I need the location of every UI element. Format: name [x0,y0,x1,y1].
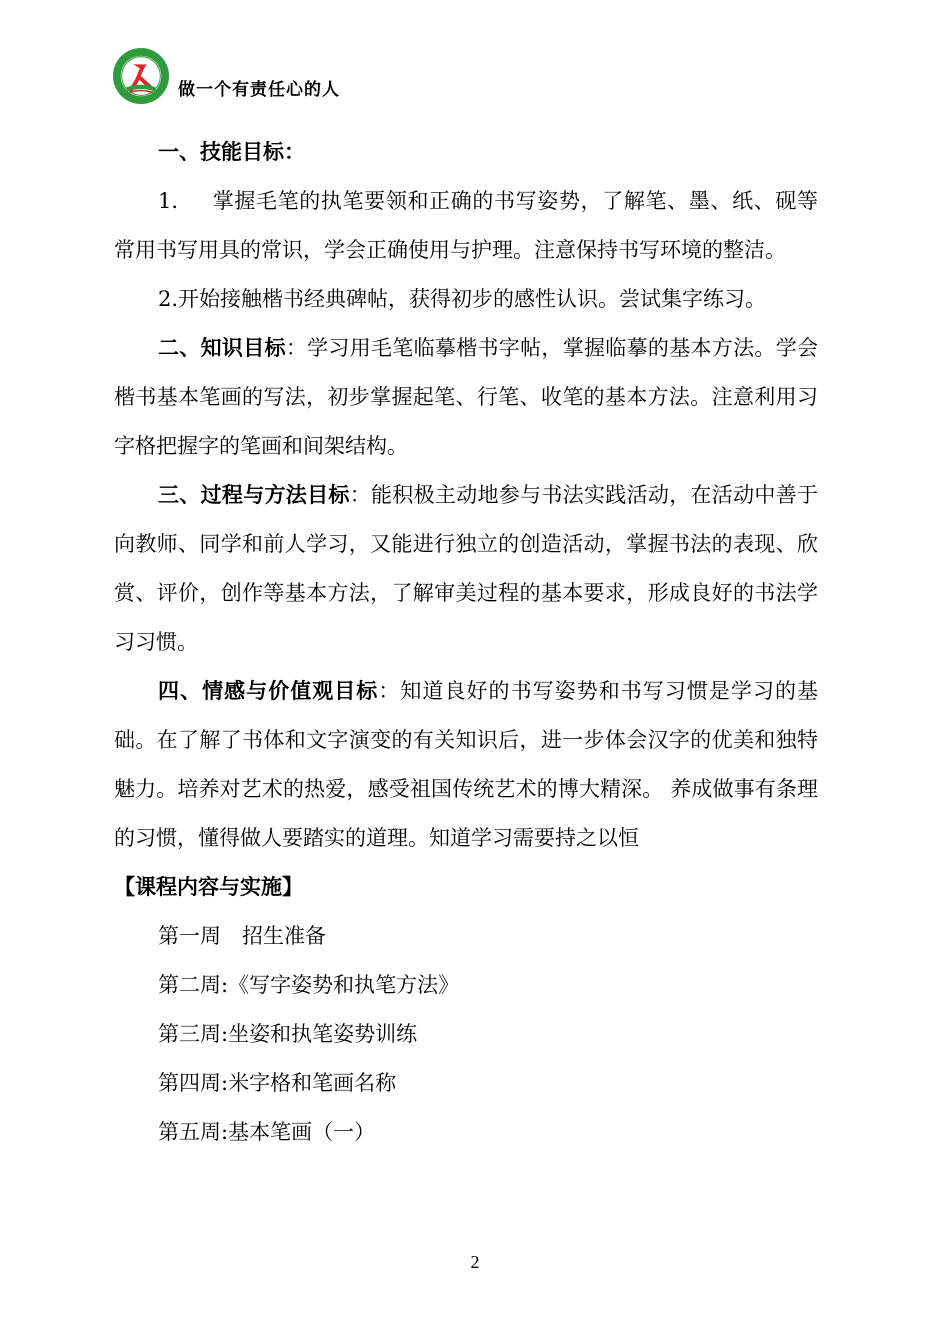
header-motto: 做一个有责任心的人 [178,79,340,100]
knowledge-paragraph [114,324,818,471]
course-heading: 【课程内容与实施】 [114,875,303,899]
week-item: 第一周 招生准备 [158,924,326,948]
emotion-paragraph [114,667,818,863]
page-header [112,46,340,106]
page-number: 2 [470,1252,480,1272]
week-item: 第三周:坐姿和执笔姿势训练 [158,1022,418,1046]
emotion-text: ：知道良好的书写姿势和书写习惯是学习的基础。在了解了书体和文字演变的有关知识后，进一步体会汉字的优美和独特魅力。培养对艺术的热爱，感受祖国传统艺术的博大精深。 养成做事有条理的习惯，懂得做人要踏实的道理。知道学习需要持之以恒 [114,679,819,850]
skills-heading: 一、技能目标： [158,140,305,164]
document-body [114,128,818,1157]
school-emblem-icon [112,47,170,105]
week-item: 第五周:基本笔画（一） [158,1120,376,1144]
process-text: ：能积极主动地参与书法实践活动，在活动中善于向教师、同学和前人学习，又能进行独立的创造活动，掌握书法的表现、欣赏、评价，创作等基本方法，了解审美过程的基本要求，形成良好的书法学习习惯。 [114,483,819,654]
knowledge-heading: 二、知识目标 [158,336,286,360]
emotion-heading: 四、情感与价值观目标 [158,679,379,703]
knowledge-text: ：学习用毛笔临摹楷书字帖，掌握临摹的基本方法。学会楷书基本笔画的写法，初步掌握起笔、行笔、收笔的基本方法。注意利用习字格把握字的笔画和间架结构。 [114,336,819,458]
process-heading: 三、过程与方法目标 [158,483,350,507]
week-item: 第二周:《写字姿势和执笔方法》 [158,973,460,997]
skills-item-1: 1. 掌握毛笔的执笔要领和正确的书写姿势，了解笔、墨、纸、砚等常用书写用具的常识，学会正确使用与护理。注意保持书写环境的整洁。 [114,189,818,262]
skills-item-2: 2.开始接触楷书经典碑帖，获得初步的感性认识。尝试集字练习。 [158,287,767,311]
process-paragraph [114,471,818,667]
week-item: 第四周:米字格和笔画名称 [158,1071,397,1095]
